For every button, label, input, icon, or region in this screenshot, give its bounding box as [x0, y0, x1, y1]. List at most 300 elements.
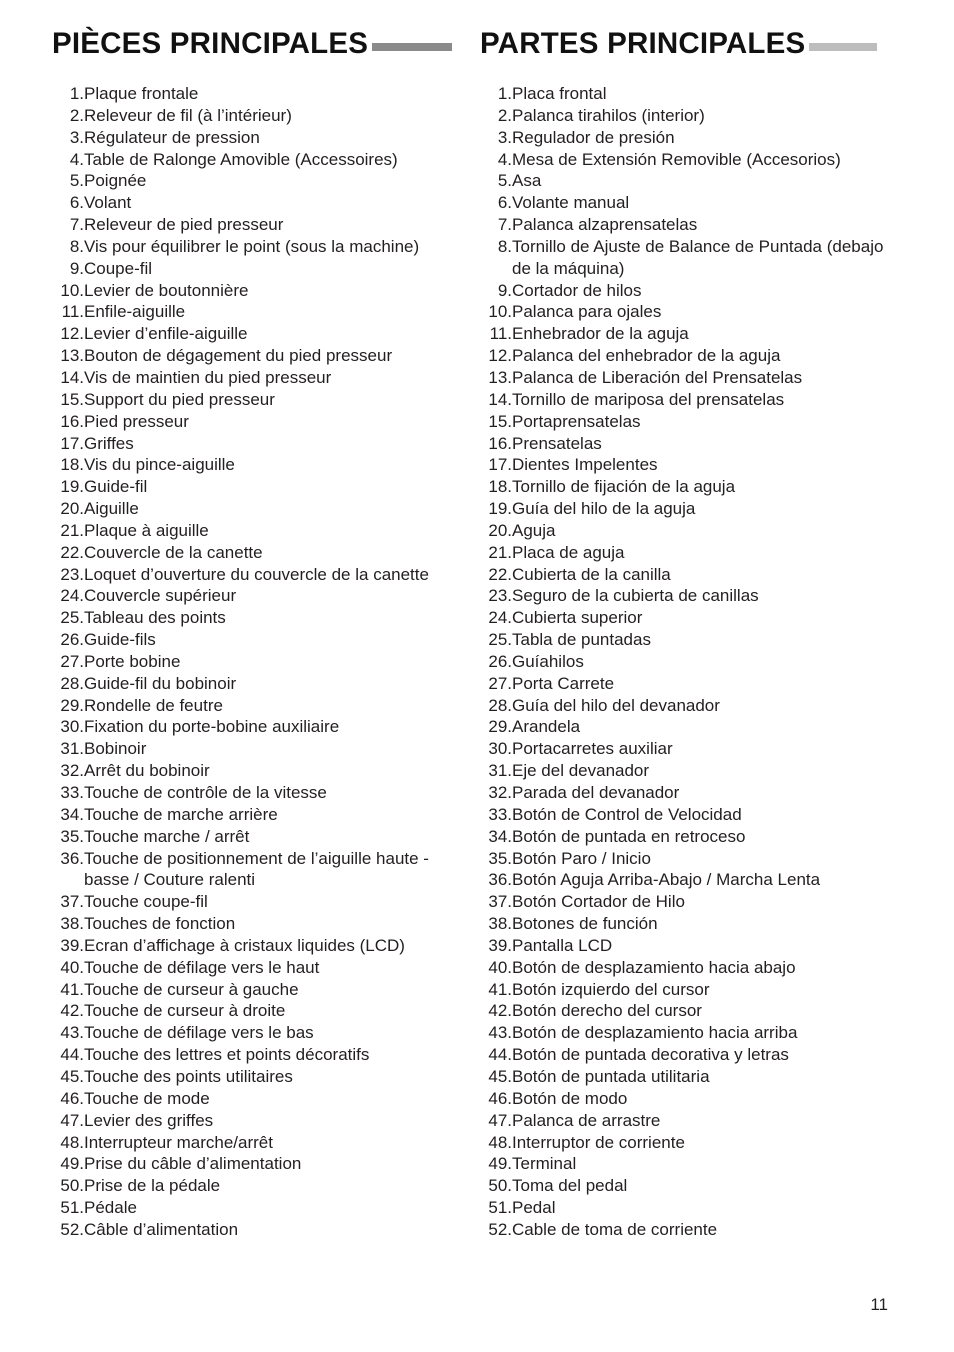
list-item	[480, 935, 900, 957]
item-label: Toma del pedal	[512, 1176, 628, 1196]
item-label: Botón de desplazamiento hacia abajo	[512, 957, 796, 977]
item-label: Bouton de dégagement du pied presseur	[84, 346, 393, 366]
item-label: Botón de puntada utilitaria	[512, 1066, 710, 1086]
list-item	[480, 1022, 900, 1044]
list-item	[480, 192, 900, 214]
item-number: 49.	[488, 1154, 512, 1174]
list-item	[480, 280, 900, 302]
item-label: Cubierta superior	[512, 608, 643, 628]
list-item	[480, 979, 900, 1001]
item-label: Touche de marche arrière	[84, 804, 278, 824]
item-number: 1.	[69, 84, 84, 103]
item-number: 33.	[488, 804, 512, 824]
item-label: Guíahilos	[512, 651, 584, 671]
item-label: Régulateur de pression	[84, 127, 260, 147]
item-label: Pédale	[84, 1198, 137, 1218]
list-item	[480, 716, 900, 738]
item-number: 27.	[60, 651, 84, 671]
item-label: Placa de aguja	[512, 542, 625, 562]
list-item	[480, 498, 900, 520]
item-number: 36.	[488, 870, 512, 890]
item-label: Touche de curseur à gauche	[84, 979, 299, 999]
list-item	[480, 1088, 900, 1110]
item-label: Enhebrador de la aguja	[512, 324, 689, 344]
item-number: 7.	[497, 215, 512, 235]
heading-rule	[372, 43, 452, 51]
item-number: 41.	[60, 979, 84, 999]
item-label: Ecran d’affichage à cristaux liquides (LCD)	[84, 935, 405, 955]
item-number: 25.	[488, 630, 512, 650]
list-item	[52, 1197, 467, 1219]
item-number: 43.	[60, 1023, 84, 1043]
item-number: 1.	[497, 84, 512, 103]
list-item	[480, 170, 900, 192]
list-item	[52, 280, 467, 302]
list-item	[52, 1175, 467, 1197]
item-number: 34.	[488, 826, 512, 846]
list-item	[480, 105, 900, 127]
spanish-title: PARTES PRINCIPALES	[480, 27, 806, 60]
item-number: 51.	[488, 1198, 512, 1218]
item-label: Touche des lettres et points décoratifs	[84, 1045, 370, 1065]
item-number: 28.	[488, 695, 512, 715]
item-number: 15.	[488, 411, 512, 431]
item-label: Palanca alzaprensatelas	[512, 215, 698, 235]
item-number: 41.	[488, 979, 512, 999]
item-number: 42.	[488, 1001, 512, 1021]
item-number: 39.	[488, 935, 512, 955]
list-item	[480, 323, 900, 345]
item-label: Cortador de hilos	[512, 280, 642, 300]
list-item	[52, 651, 467, 673]
item-label: Tableau des points	[84, 608, 226, 628]
item-number: 35.	[60, 826, 84, 846]
list-item	[52, 192, 467, 214]
item-number: 8.	[69, 236, 84, 256]
french-parts-list	[52, 83, 467, 1241]
list-item	[52, 105, 467, 127]
list-item	[52, 564, 467, 586]
item-number: 50.	[488, 1176, 512, 1196]
item-label: Touche de positionnement de l’aiguille haute - basse / Couture ralenti	[84, 848, 429, 890]
list-item	[480, 83, 900, 105]
item-label: Interruptor de corriente	[512, 1132, 685, 1152]
item-number: 9.	[69, 258, 84, 278]
item-number: 30.	[60, 717, 84, 737]
item-label: Seguro de la cubierta de canillas	[512, 586, 759, 606]
item-number: 17.	[488, 455, 512, 475]
item-label: Dientes Impelentes	[512, 455, 658, 475]
item-number: 6.	[497, 193, 512, 213]
list-item	[52, 695, 467, 717]
list-item	[52, 498, 467, 520]
item-label: Levier des griffes	[84, 1110, 214, 1130]
item-label: Interrupteur marche/arrêt	[84, 1132, 273, 1152]
list-item	[52, 585, 467, 607]
item-number: 45.	[60, 1066, 84, 1086]
french-title: PIÈCES PRINCIPALES	[52, 27, 369, 60]
item-number: 37.	[488, 892, 512, 912]
item-label: Câble d’alimentation	[84, 1219, 239, 1239]
item-label: Terminal	[512, 1154, 577, 1174]
list-item	[52, 1110, 467, 1132]
list-item	[480, 891, 900, 913]
list-item	[480, 1110, 900, 1132]
item-label: Botones de función	[512, 914, 658, 934]
list-item	[52, 389, 467, 411]
item-label: Plaque frontale	[84, 84, 199, 103]
item-label: Palanca del enhebrador de la aguja	[512, 346, 781, 366]
item-number: 5.	[69, 171, 84, 191]
item-label: Prise de la pédale	[84, 1176, 221, 1196]
list-item	[52, 913, 467, 935]
item-number: 48.	[60, 1132, 84, 1152]
item-label: Fixation du porte-bobine auxiliaire	[84, 717, 340, 737]
item-label: Touche des points utilitaires	[84, 1066, 293, 1086]
item-label: Portacarretes auxiliar	[512, 739, 673, 759]
item-label: Botón derecho del cursor	[512, 1001, 702, 1021]
item-number: 13.	[60, 346, 84, 366]
list-item	[52, 957, 467, 979]
item-number: 22.	[60, 542, 84, 562]
list-item	[480, 236, 900, 280]
item-number: 34.	[60, 804, 84, 824]
item-label: Pantalla LCD	[512, 935, 613, 955]
item-number: 3.	[69, 127, 84, 147]
item-number: 30.	[488, 739, 512, 759]
item-label: Guía del hilo de la aguja	[512, 499, 696, 519]
item-number: 14.	[60, 367, 84, 387]
list-item	[52, 149, 467, 171]
item-label: Arandela	[512, 717, 581, 737]
item-label: Touche de curseur à droite	[84, 1001, 286, 1021]
item-number: 15.	[60, 389, 84, 409]
list-item	[480, 542, 900, 564]
list-item	[52, 1066, 467, 1088]
list-item	[480, 301, 900, 323]
list-item	[52, 301, 467, 323]
list-item	[480, 214, 900, 236]
list-item	[480, 651, 900, 673]
list-item	[480, 149, 900, 171]
item-number: 25.	[60, 608, 84, 628]
item-number: 11.	[489, 324, 512, 344]
item-number: 47.	[60, 1110, 84, 1130]
item-label: Touche marche / arrêt	[84, 826, 250, 846]
item-number: 24.	[488, 608, 512, 628]
list-item	[52, 323, 467, 345]
list-item	[480, 367, 900, 389]
item-label: Guía del hilo del devanador	[512, 695, 720, 715]
item-label: Plaque à aiguille	[84, 520, 209, 540]
item-label: Enfile-aiguille	[84, 302, 186, 322]
list-item	[480, 433, 900, 455]
item-number: 37.	[60, 892, 84, 912]
list-item	[480, 1066, 900, 1088]
item-number: 46.	[60, 1088, 84, 1108]
list-item	[52, 979, 467, 1001]
item-label: Releveur de fil (à l’intérieur)	[84, 105, 292, 125]
page-number: 11	[870, 1295, 888, 1314]
item-label: Aiguille	[84, 499, 139, 519]
item-label: Coupe-fil	[84, 258, 153, 278]
item-label: Touches de fonction	[84, 914, 236, 934]
item-number: 36.	[60, 848, 84, 868]
list-item	[480, 1000, 900, 1022]
item-number: 46.	[488, 1088, 512, 1108]
item-number: 47.	[488, 1110, 512, 1130]
item-label: Prensatelas	[512, 433, 602, 453]
item-number: 23.	[488, 586, 512, 606]
item-label: Vis de maintien du pied presseur	[84, 367, 332, 387]
item-label: Cubierta de la canilla	[512, 564, 671, 584]
item-label: Mesa de Extensión Removible (Accesorios)	[512, 149, 841, 169]
list-item	[480, 520, 900, 542]
item-label: Touche coupe-fil	[84, 892, 208, 912]
item-number: 4.	[497, 149, 512, 169]
item-label: Guide-fils	[84, 630, 156, 650]
list-item	[52, 258, 467, 280]
list-item	[52, 214, 467, 236]
item-number: 5.	[497, 171, 512, 191]
item-label: Griffes	[84, 433, 134, 453]
item-number: 21.	[488, 542, 512, 562]
item-number: 29.	[60, 695, 84, 715]
item-number: 48.	[488, 1132, 512, 1152]
item-number: 14.	[488, 389, 512, 409]
item-number: 32.	[60, 761, 84, 781]
list-item	[52, 1000, 467, 1022]
item-number: 19.	[60, 477, 84, 497]
item-number: 3.	[497, 127, 512, 147]
list-item	[480, 585, 900, 607]
list-item	[52, 542, 467, 564]
item-number: 20.	[488, 520, 512, 540]
item-label: Palanca tirahilos (interior)	[512, 105, 705, 125]
item-number: 18.	[488, 477, 512, 497]
item-number: 11.	[61, 302, 84, 322]
list-item	[52, 1088, 467, 1110]
list-item	[52, 454, 467, 476]
list-item	[480, 411, 900, 433]
item-number: 33.	[60, 783, 84, 802]
list-item	[52, 127, 467, 149]
item-number: 42.	[60, 1001, 84, 1021]
item-number: 24.	[60, 586, 84, 606]
list-item	[52, 607, 467, 629]
list-item	[480, 476, 900, 498]
list-item	[480, 345, 900, 367]
item-number: 43.	[488, 1023, 512, 1043]
list-item	[52, 1153, 467, 1175]
item-number: 12.	[60, 324, 84, 344]
list-item	[480, 760, 900, 782]
list-item	[52, 935, 467, 957]
list-item	[480, 607, 900, 629]
item-number: 22.	[488, 564, 512, 584]
item-label: Prise du câble d’alimentation	[84, 1154, 302, 1174]
item-number: 39.	[60, 935, 84, 955]
item-label: Poignée	[84, 171, 147, 191]
item-label: Pedal	[512, 1198, 556, 1218]
item-number: 8.	[497, 236, 512, 256]
item-number: 40.	[488, 957, 512, 977]
list-item	[480, 1132, 900, 1154]
list-item	[52, 782, 467, 804]
list-item	[480, 695, 900, 717]
item-label: Releveur de pied presseur	[84, 215, 284, 235]
item-label: Guide-fil	[84, 477, 148, 497]
item-label: Palanca de Liberación del Prensatelas	[512, 367, 803, 387]
list-item	[480, 913, 900, 935]
item-label: Support du pied presseur	[84, 389, 275, 409]
item-label: Tornillo de fijación de la aguja	[512, 477, 736, 497]
item-number: 35.	[488, 848, 512, 868]
item-label: Levier d’enfile-aiguille	[84, 324, 248, 344]
item-number: 52.	[488, 1219, 512, 1239]
item-label: Botón de desplazamiento hacia arriba	[512, 1023, 798, 1043]
list-item	[52, 411, 467, 433]
list-item	[52, 170, 467, 192]
list-item	[480, 673, 900, 695]
list-item	[480, 1044, 900, 1066]
item-number: 20.	[60, 499, 84, 519]
item-number: 26.	[488, 651, 512, 671]
item-label: Botón Cortador de Hilo	[512, 892, 685, 912]
list-item	[480, 629, 900, 651]
list-item	[480, 782, 900, 804]
item-number: 44.	[60, 1045, 84, 1065]
item-label: Botón Aguja Arriba-Abajo / Marcha Lenta	[512, 870, 821, 890]
item-number: 21.	[60, 520, 84, 540]
item-label: Rondelle de feutre	[84, 695, 223, 715]
item-label: Botón de modo	[512, 1088, 628, 1108]
list-item	[52, 673, 467, 695]
item-number: 17.	[60, 433, 84, 453]
list-item	[52, 236, 467, 258]
item-label: Volante manual	[512, 193, 630, 213]
item-label: Botón de Control de Velocidad	[512, 804, 742, 824]
list-item	[480, 826, 900, 848]
item-label: Tabla de puntadas	[512, 630, 651, 650]
item-label: Aguja	[512, 520, 556, 540]
item-number: 27.	[488, 673, 512, 693]
list-item	[52, 891, 467, 913]
list-item	[480, 454, 900, 476]
list-item	[52, 1132, 467, 1154]
item-number: 52.	[60, 1219, 84, 1239]
list-item	[52, 804, 467, 826]
list-item	[52, 826, 467, 848]
item-label: Portaprensatelas	[512, 411, 641, 431]
item-number: 9.	[497, 280, 512, 300]
item-number: 18.	[60, 455, 84, 475]
item-number: 32.	[488, 783, 512, 802]
item-label: Palanca de arrastre	[512, 1110, 661, 1130]
item-label: Placa frontal	[512, 84, 607, 103]
list-item	[52, 367, 467, 389]
item-label: Botón de puntada decorativa y letras	[512, 1045, 789, 1065]
item-number: 51.	[60, 1198, 84, 1218]
item-label: Volant	[84, 193, 132, 213]
list-item	[480, 848, 900, 870]
item-label: Couvercle supérieur	[84, 586, 237, 606]
item-number: 16.	[60, 411, 84, 431]
spanish-heading	[480, 24, 900, 64]
item-number: 38.	[488, 914, 512, 934]
item-label: Porte bobine	[84, 651, 181, 671]
list-item	[480, 804, 900, 826]
list-item	[480, 1219, 900, 1241]
item-number: 44.	[488, 1045, 512, 1065]
item-number: 7.	[69, 215, 84, 235]
list-item	[52, 476, 467, 498]
item-number: 23.	[60, 564, 84, 584]
list-item	[480, 957, 900, 979]
item-label: Couvercle de la canette	[84, 542, 263, 562]
item-number: 38.	[60, 914, 84, 934]
item-number: 2.	[497, 105, 512, 125]
item-number: 16.	[488, 433, 512, 453]
list-item	[52, 848, 467, 892]
item-label: Guide-fil du bobinoir	[84, 673, 237, 693]
item-label: Porta Carrete	[512, 673, 615, 693]
item-label: Bobinoir	[84, 739, 147, 759]
item-label: Arrêt du bobinoir	[84, 761, 210, 781]
item-label: Regulador de presión	[512, 127, 675, 147]
item-number: 31.	[488, 761, 512, 781]
item-number: 2.	[69, 105, 84, 125]
item-label: Parada del devanador	[512, 783, 680, 802]
list-item	[480, 869, 900, 891]
list-item	[52, 1219, 467, 1241]
list-item	[52, 83, 467, 105]
item-label: Touche de contrôle de la vitesse	[84, 783, 327, 802]
list-item	[52, 629, 467, 651]
french-parts-section	[52, 24, 467, 1239]
list-item	[480, 389, 900, 411]
item-number: 49.	[60, 1154, 84, 1174]
item-label: Botón Paro / Inicio	[512, 848, 651, 868]
item-label: Loquet d’ouverture du couvercle de la canette	[84, 564, 429, 584]
item-label: Vis du pince-aiguille	[84, 455, 235, 475]
french-heading	[52, 24, 467, 64]
item-label: Tornillo de Ajuste de Balance de Puntada (debajo de la máquina)	[512, 236, 884, 278]
item-label: Eje del devanador	[512, 761, 650, 781]
item-label: Touche de défilage vers le haut	[84, 957, 320, 977]
item-number: 10.	[60, 280, 84, 300]
item-number: 28.	[60, 673, 84, 693]
item-number: 12.	[488, 346, 512, 366]
item-number: 29.	[488, 717, 512, 737]
item-number: 6.	[69, 193, 84, 213]
item-number: 50.	[60, 1176, 84, 1196]
item-number: 31.	[60, 739, 84, 759]
list-item	[52, 760, 467, 782]
list-item	[480, 1153, 900, 1175]
list-item	[480, 127, 900, 149]
item-number: 10.	[488, 302, 512, 322]
item-label: Touche de mode	[84, 1088, 210, 1108]
item-number: 4.	[69, 149, 84, 169]
item-label: Table de Ralonge Amovible (Accessoires)	[84, 149, 398, 169]
item-label: Tornillo de mariposa del prensatelas	[512, 389, 785, 409]
item-label: Botón de puntada en retroceso	[512, 826, 746, 846]
item-label: Asa	[512, 171, 542, 191]
list-item	[52, 1044, 467, 1066]
item-number: 45.	[488, 1066, 512, 1086]
item-number: 26.	[60, 630, 84, 650]
